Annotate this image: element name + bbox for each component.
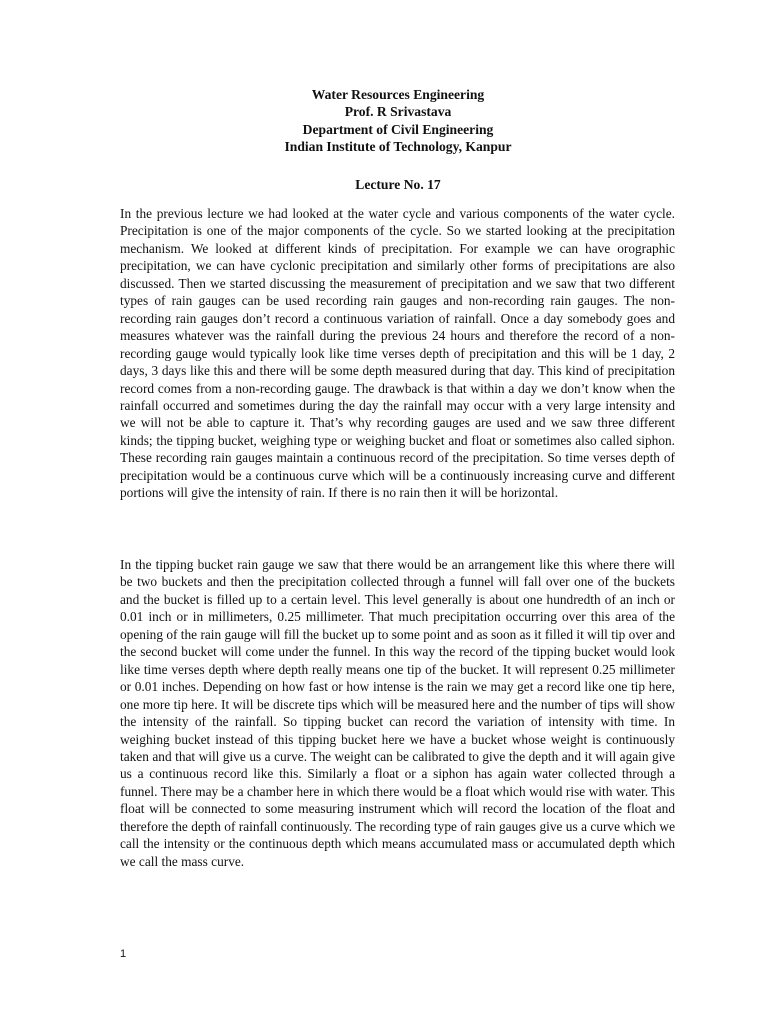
page-number: 1 bbox=[120, 948, 127, 960]
body-paragraph: In the previous lecture we had looked at the water cycle and various components of the water cycle. Precipitation is one of the major components of the cycle. So we started looking at the precipitation mechanism. We looked at different kinds of precipitation. For example we can have orographic precipitation, we can have cyclonic precipitation and similarly other forms of precipitations are also discussed. Then we started discussing the measurement of precipitation and we saw that two different types of rain gauges can be used recording rain gauges and non-recording rain gauges. The non-recording rain gauges don’t record a continuous variation of rainfall. Once a day somebody goes and measures whatever was the rainfall during the previous 24 hours and therefore the record of a non-recording gauge would typically look like time verses depth of precipitation and this will be 1 day, 2 days, 3 days like this and there will be some depth measured during that day. This kind of precipitation record comes from a non-recording gauge. The drawback is that within a day we don’t know when the rainfall occurred and sometimes during the day the rainfall may occur with a very large intensity and we will not be able to capture it. That’s why recording gauges are used and we saw three different kinds; the tipping bucket, weighing type or weighing bucket and float or sometimes also called siphon. These recording rain gauges maintain a continuous record of the precipitation. So time verses depth of precipitation would be a continuous curve which will be a continuously increasing curve and different portions will give the intensity of rain. If there is no rain then it will be horizontal. bbox=[120, 206, 675, 501]
department-name: Department of Civil Engineering bbox=[302, 121, 494, 137]
body-paragraph: In the tipping bucket rain gauge we saw that there would be an arrangement like this where there will be two buckets and then the precipitation collected through a funnel will fall over one of the buckets and the bucket is filled up to a certain level. This level generally is about one hundredth of an inch or 0.01 inch or in millimeters, 0.25 millimeter. That much precipitation occurring over this area of the opening of the rain gauge will fill the bucket up to some point and as soon as it filled it will tip over and the second bucket will come under the funnel. In this way the record of the tipping bucket would look like time verses depth where depth really means one tip of the bucket. It will represent 0.25 millimeter or 0.01 inches. Depending on how fast or how intense is the rain we may get a record like one tip here, one more tip here. It will be discrete tips which will be measured here and the number of tips will show the intensity of the rainfall. So tipping bucket can record the variation of intensity with time. In weighing bucket instead of this tipping bucket here we have a bucket whose weight is continuously taken and that will give us a curve. The weight can be calibrated to give the depth and it will again give us a continuous record like this. Similarly a float or a siphon has again water collected through a funnel. There may be a chamber here in which there would be a float which would rise with water. This float will be connected to some measuring instrument which will record the location of the float and therefore the depth of rainfall continuously. The recording type of rain gauges give us a curve which we call the intensity or the continuous depth which means accumulated mass or accumulated depth which we call the mass curve. bbox=[120, 557, 675, 869]
professor-name: Prof. R Srivastava bbox=[344, 104, 452, 120]
document-header bbox=[0, 86, 768, 156]
lecture-title: Lecture No. 17 bbox=[355, 177, 441, 192]
institute-name: Indian Institute of Technology, Kanpur bbox=[284, 139, 512, 155]
course-title: Water Resources Engineering bbox=[311, 87, 485, 102]
